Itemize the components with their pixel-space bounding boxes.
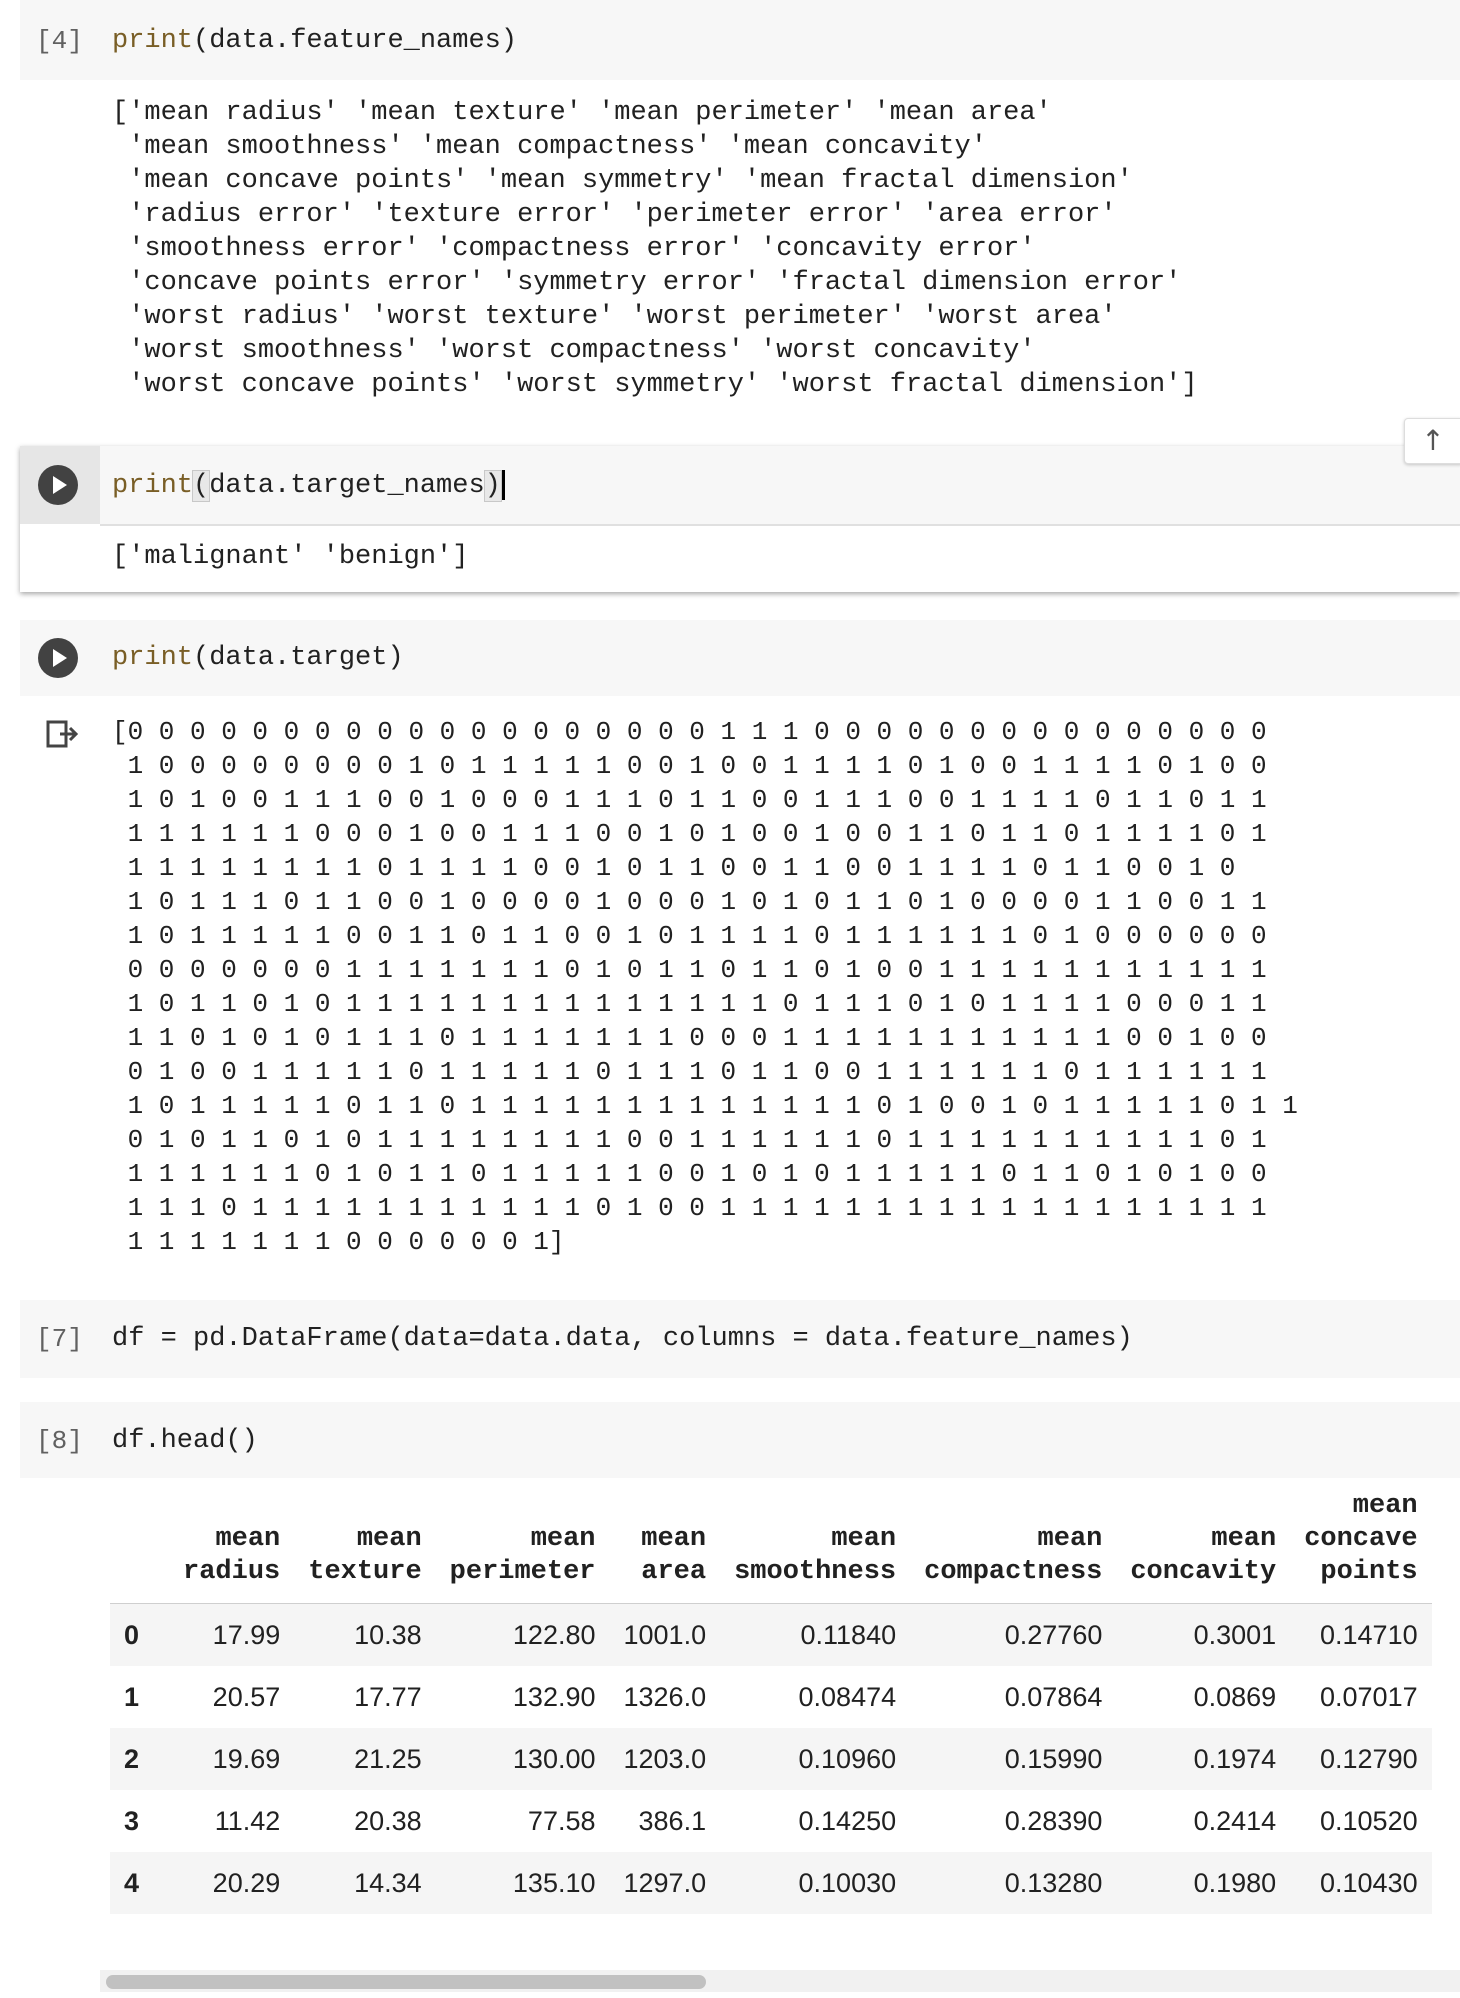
table-header-row	[110, 1490, 1432, 1604]
code-line-5[interactable]	[112, 470, 505, 501]
output-target-names: ['malignant' 'benign']	[112, 542, 469, 572]
code-line-8[interactable]: df.head()	[112, 1426, 258, 1456]
column-header: mean concave points	[1304, 1491, 1418, 1587]
print-keyword: print	[112, 26, 194, 56]
horizontal-scrollbar-thumb[interactable]	[106, 1975, 706, 1989]
dataframe-table	[110, 1490, 1432, 1914]
column-header: mean smoothness	[734, 1524, 897, 1587]
table-row: 4 20.29 14.34 135.10 1297.0 0.10030 0.13280 0.1980 0.10430	[110, 1852, 1432, 1914]
arrow-up-icon: ↑	[1421, 424, 1445, 457]
column-header: mean compactness	[924, 1524, 1103, 1587]
execution-count-7: [7]	[36, 1324, 83, 1354]
code-line-6[interactable]	[112, 643, 404, 673]
run-cell-button[interactable]	[38, 638, 78, 678]
output-icon[interactable]	[46, 720, 80, 748]
column-header: mean perimeter	[449, 1524, 596, 1587]
paren-open: (	[193, 471, 210, 502]
table-row: 0 17.99 10.38 122.80 1001.0 0.11840 0.27760 0.3001 0.14710	[110, 1604, 1432, 1667]
index-header	[110, 1490, 169, 1604]
print-args: (data.feature_names)	[193, 26, 518, 56]
print-keyword: print	[112, 471, 194, 502]
execution-count-8: [8]	[36, 1426, 83, 1456]
table-row: 3 11.42 20.38 77.58 386.1 0.14250 0.28390 0.2414 0.10520	[124, 1805, 1418, 1836]
code-line-4[interactable]	[112, 26, 517, 56]
table-row: 2 19.69 21.25 130.00 1203.0 0.10960 0.15990 0.1974 0.12790	[110, 1728, 1432, 1790]
table-row: 1 20.57 17.77 132.90 1326.0 0.08474 0.07864 0.0869 0.07017	[124, 1681, 1418, 1712]
print-args: data.target_names	[209, 471, 485, 502]
output-feature-names: ['mean radius' 'mean texture' 'mean perimeter' 'mean area' 'mean smoothness' 'mean compactness' 'mean concavity' 'mean concave points' 'mean symmetry' 'mean fractal dimension' 'radius error' 'texture error' 'perimeter error' 'area error' 'smoothness error' 'compactness error' 'concavity error' 'concave points error' 'symmetry error' 'fractal dimension error' 'worst radius' 'worst texture' 'worst perimeter' 'worst area' 'worst smoothness' 'worst compactness' 'worst concavity' 'worst concave points' 'worst symmetry' 'worst fractal dimension']	[112, 98, 1198, 400]
column-header: mean concavity	[1130, 1524, 1277, 1587]
column-header: mean area	[641, 1524, 707, 1587]
paren-close: )	[484, 471, 501, 502]
horizontal-scrollbar-track[interactable]	[100, 1970, 1460, 1992]
move-cell-up-button[interactable]	[1404, 418, 1460, 464]
run-cell-button[interactable]	[38, 465, 78, 505]
column-header: mean radius	[183, 1524, 281, 1587]
text-cursor	[502, 470, 505, 500]
print-keyword: print	[112, 643, 194, 673]
code-line-7[interactable]: df = pd.DataFrame(data=data.data, columns = data.feature_names)	[112, 1324, 1133, 1354]
column-header: mean texture	[308, 1524, 422, 1587]
print-args: (data.target)	[193, 643, 404, 673]
execution-count-4: [4]	[36, 26, 83, 56]
output-target: [0 0 0 0 0 0 0 0 0 0 0 0 0 0 0 0 0 0 0 1 1 1 0 0 0 0 0 0 0 0 0 0 0 0 0 0 0 1 0 0 0 0 0 0 0 0 1 0 1 1 1 1 1 0 0 1 0 0 1 1 1 1 0 1 0 0 1 1 1 1 0 1 0 0 1 0 1 0 0 1 1 1 0 0 1 0 0 0 1 1 1 0 1 1 0 0 1 1 1 0 0 1 1 1 1 0 1 1 0 1 1 1 1 1 1 1 1 0 0 0 1 0 0 1 1 1 0 0 1 0 1 0 0 1 0 0 1 1 0 1 1 0 1 1 1 1 0 1 1 1 1 1 1 1 1 1 0 1 1 1 1 0 0 1 0 1 1 0 0 1 1 0 0 1 1 1 1 0 1 1 0 0 1 0 1 0 1 1 1 0 1 1 0 0 1 0 0 0 0 1 0 0 0 1 0 1 0 1 1 0 1 0 0 0 0 1 1 0 0 1 1 1 0 1 1 1 1 1 0 0 1 1 0 1 1 0 0 1 0 1 1 1 1 0 1 1 1 1 1 1 0 1 0 0 0 0 0 0 0 0 0 0 0 0 0 1 1 1 1 1 1 1 0 1 0 1 1 0 1 1 0 1 0 0 1 1 1 1 1 1 1 1 1 1 1 1 0 1 1 0 1 0 1 1 1 1 1 1 1 1 1 1 1 1 1 1 0 1 1 1 0 1 0 1 1 1 1 0 0 0 1 1 1 1 0 1 0 1 0 1 1 1 0 1 1 1 1 1 1 1 0 0 0 1 1 1 1 1 1 1 1 1 1 1 0 0 1 0 0 0 1 0 0 1 1 1 1 1 0 1 1 1 1 1 0 1 1 1 0 1 1 0 0 1 1 1 1 1 1 0 1 1 1 1 1 1 1 0 1 1 1 1 1 0 1 1 0 1 1 1 1 1 1 1 1 1 1 1 1 1 0 1 0 0 1 0 1 1 1 1 1 0 1 1 0 1 0 1 1 0 1 0 1 1 1 1 1 1 1 1 0 0 1 1 1 1 1 1 0 1 1 1 1 1 1 1 1 1 1 0 1 1 1 1 1 1 1 0 1 0 1 1 0 1 1 1 1 1 0 0 1 0 1 0 1 1 1 1 1 0 1 1 0 1 0 1 0 0 1 1 1 0 1 1 1 1 1 1 1 1 1 1 1 0 1 0 0 1 1 1 1 1 1 1 1 1 1 1 1 1 1 1 1 1 1 1 1 1 1 1 1 1 0 0 0 0 0 0 1]	[112, 717, 1298, 1257]
